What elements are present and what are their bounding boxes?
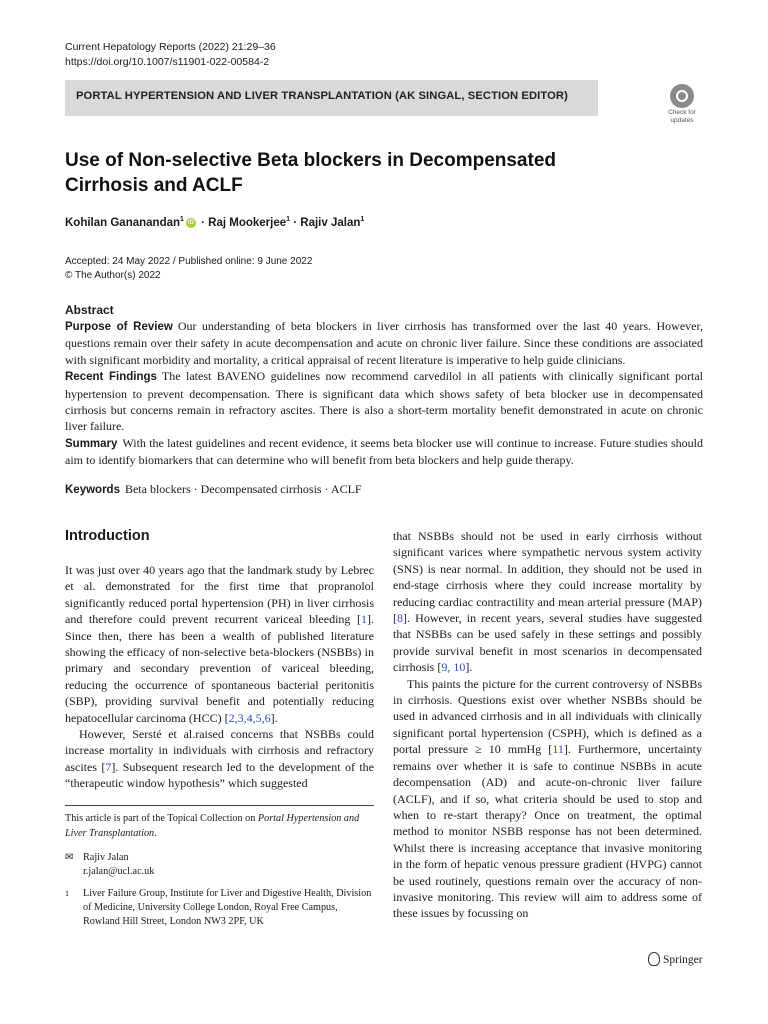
citation-link[interactable]: 11 <box>552 742 564 757</box>
section-banner <box>65 80 598 116</box>
purpose-text: Our understanding of beta blockers in liver cirrhosis has transformed over the last 40 years. However, questions remain over their safety in acute decompensation and acute on chronic liver failure. Since these conditions are associated with significant morbidity and mortality, a critical appraisal of recent literature is imperative to help guide clinicians. <box>65 319 704 367</box>
abstract <box>65 303 703 469</box>
envelope-icon: ✉ <box>65 852 74 863</box>
author-name: Rajiv Jalan <box>300 216 361 229</box>
left-column <box>65 562 374 792</box>
summary-text: With the latest guidelines and recent evidence, it seems beta blocker use will continue to increase. Future studies should aim to identify biomarkers that can determine who will benefit from beta blockers and help guide therapy. <box>65 435 703 468</box>
doi-link[interactable]: https://doi.org/10.1007/s11901-022-00584-2 <box>65 56 270 68</box>
keywords <box>65 482 362 497</box>
author-affiliation: 1 <box>360 216 365 223</box>
right-column <box>393 528 702 922</box>
citation-link[interactable]: 2,3,4,5,6 <box>228 710 271 725</box>
author-list <box>65 216 364 229</box>
findings-text: The latest BAVENO guidelines now recommend carvedilol in all patients with clinically significant portal hypertension to prevent decompensation. There is significant data which shows safety of beta blocker use in decompensated cirrhosis but concerns remain in refractory ascites. There is also a short-term mortality benefit demonstrated in acute on chronic liver failure. <box>65 369 704 434</box>
citation-link[interactable]: 1 <box>361 612 367 627</box>
author-separator: · <box>290 216 301 229</box>
keywords-text: Beta blockers · Decompensated cirrhosis · ACLF <box>124 482 362 496</box>
purpose-label: Purpose of Review <box>65 321 173 333</box>
author-affiliation: 1 <box>286 216 291 223</box>
journal-header <box>65 40 276 70</box>
author-name: Kohilan Gananandan <box>65 216 181 229</box>
copyright: © The Author(s) 2022 <box>65 270 161 281</box>
intro-paragraph: It was just over 40 years ago that the landmark study by Lebrec et al. demonstrated for the first time that propranolol significantly reduced portal hypertension (PH) in liver cirrhosis and therefore could prevent recurrent variceal bleeding [1]. Since then, there has been a wealth of published literature showing the efficacy of non-selective beta-blockers (NSBBs) in primary and secondary prevention of variceal bleeding, reducing the occurrence of spontaneous bacterial peritonitis (SBP), providing survival benefit and potentially reducing hepatocellular carcinoma (HCC) [2,3,4,5,6]. <box>65 563 374 725</box>
publication-dates <box>65 255 312 283</box>
author-affiliation: 1 <box>180 216 184 223</box>
citation-link[interactable]: 9, 10 <box>441 660 466 675</box>
keywords-label: Keywords <box>65 484 120 496</box>
check-for-updates-badge[interactable] <box>662 84 702 124</box>
orcid-icon[interactable]: iD <box>187 219 194 226</box>
topical-collection-note: This article is part of the Topical Collection on Portal Hypertension and Liver Transplantation. <box>65 813 360 839</box>
intro-paragraph: that NSBBs should not be used in early cirrhosis without significant varices where sympathetic nervous system activity (SNS) is near normal. In addition, they should not be used in end-stage cirrhosis where they could increase mortality by reducing cardiac contractility and mean arterial pressure (MAP) [8]. However, in recent years, several studies have suggested that NSBBs can be used safely in these settings and possibly provide survival benefit in most scenarios in decompensated cirrhosis [9, 10]. <box>393 529 702 675</box>
footnote-divider <box>65 805 374 806</box>
check-updates-icon <box>670 84 694 108</box>
author-separator: · <box>197 216 209 229</box>
intro-paragraph: This paints the picture for the current controversy of NSBBs in cirrhosis. Questions exist over whether NSBBs should be used in advanced cirrhosis and in all individuals with clinically significant portal hypertension (CSPH), which is defined as a portal pressure ≥ 10 mmHg [11]. Furthermore, uncertainty remains over whether it is safe to continue NSBBs in acute decompensation (AD) and acute-on-chronic liver failure (ACLF), and if so, what criteria should be used to stop and when to re-start therapy? Once on treatment, the optimal method to monitor NSBB response has not been determined. Whilst there is increasing acceptance that invasive monitoring in the form of hepatic venous pressure gradient (HVPG) cannot be used routinely, questions remain over the accuracy of non-invasive monitoring. This review will aim to address some of these issues by focussing on <box>393 676 702 921</box>
corresponding-author <box>65 851 154 879</box>
intro-paragraph: However, Sersté et al.raised concerns that NSBBs could increase mortality in individuals with cirrhosis and refractory ascites [7]. Subsequent research led to the development of the “therapeutic window hypothesis” which suggested <box>65 727 375 791</box>
summary-label: Summary <box>65 437 118 450</box>
introduction-heading: Introduction <box>65 528 150 544</box>
affiliation-text: Liver Failure Group, Institute for Liver and Digestive Health, Division of Medicine, University College London, Royal Free Campus, Rowland Hill Street, London NW3 2PF, UK <box>83 888 372 928</box>
abstract-heading: Abstract <box>65 303 114 317</box>
section-label: PORTAL HYPERTENSION AND LIVER TRANSPLANTATION (AK SINGAL, SECTION EDITOR) <box>76 90 568 102</box>
journal-citation: Current Hepatology Reports (2022) 21:29–36 <box>65 41 276 53</box>
check-updates-line2: updates <box>670 117 694 124</box>
citation-link[interactable]: 7 <box>105 759 112 774</box>
abstract-summary <box>65 435 703 469</box>
springer-horse-icon <box>648 952 660 966</box>
corresponding-name: Rajiv Jalan <box>83 852 129 863</box>
findings-label: Recent Findings <box>65 371 157 384</box>
abstract-purpose <box>65 318 703 368</box>
corresponding-email[interactable]: r.jalan@ucl.ac.uk <box>83 866 155 877</box>
article-title: Use of Non-selective Beta blockers in Decompensated Cirrhosis and ACLF <box>65 150 556 196</box>
affiliation-number: 1 <box>65 889 69 898</box>
publisher-mark <box>648 952 703 966</box>
publisher-name: Springer <box>663 954 703 966</box>
abstract-findings <box>65 368 703 435</box>
accepted-published: Accepted: 24 May 2022 / Published online: 9 June 2022 <box>65 256 313 267</box>
citation-link[interactable]: 8 <box>397 611 403 626</box>
check-updates-line1: Check for <box>668 109 696 116</box>
author-name: Raj Mookerjee <box>208 216 287 229</box>
affiliation <box>65 887 374 930</box>
